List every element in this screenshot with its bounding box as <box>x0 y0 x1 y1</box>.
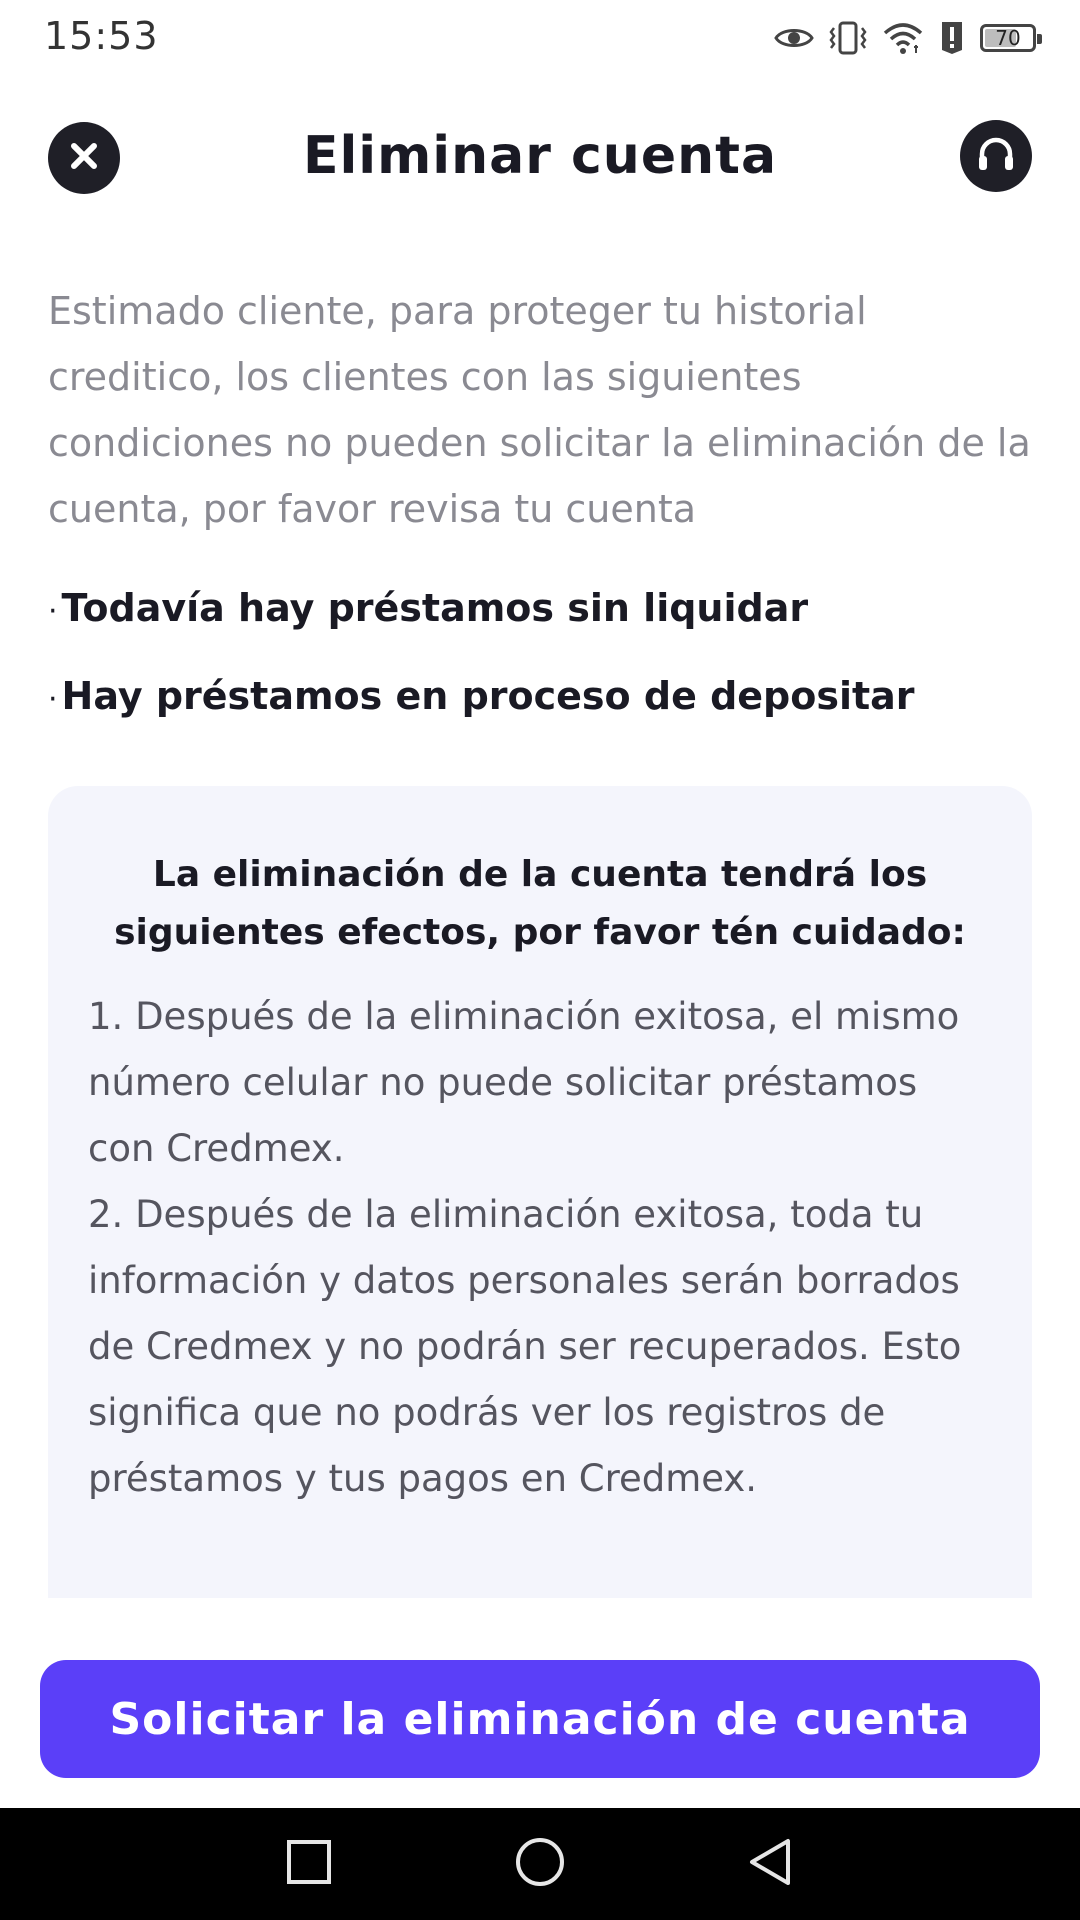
effects-card <box>48 786 1032 1598</box>
condition-item <box>48 664 1038 752</box>
conditions-list <box>48 576 1038 752</box>
back-icon <box>746 1837 796 1891</box>
effect-item: 1. Después de la eliminación exitosa, el mismo número celular no puede solicitar préstamos con Credmex. <box>88 995 960 1170</box>
navigation-bar <box>0 1808 1080 1920</box>
effect-item: 2. Después de la eliminación exitosa, toda tu información y datos personales serán borrados de Credmex y no podrán ser recuperados. Esto significa que no podrás ver los registros de préstamos y tus pagos en Credmex. <box>88 1193 962 1500</box>
status-bar <box>0 0 1080 80</box>
support-button[interactable] <box>960 120 1032 192</box>
effects-list <box>88 984 992 1512</box>
condition-text: Hay préstamos en proceso de depositar <box>61 674 915 718</box>
header <box>0 110 1080 210</box>
condition-item <box>48 576 1038 664</box>
page-title: Eliminar cuenta <box>302 126 778 186</box>
request-deletion-button[interactable]: Solicitar la eliminación de cuenta <box>40 1660 1040 1778</box>
battery-icon <box>980 24 1036 52</box>
status-icons <box>774 16 1036 60</box>
intro-text: Estimado cliente, para proteger tu historial creditico, los clientes con las siguientes condiciones no pueden solicitar la eliminación de la cuenta, por favor revisa tu cuenta <box>48 289 1031 531</box>
condition-text: Todavía hay préstamos sin liquidar <box>61 586 809 630</box>
status-time: 15:53 <box>44 14 159 58</box>
back-button[interactable] <box>743 1836 799 1892</box>
recent-apps-icon <box>285 1838 333 1890</box>
bullet: · <box>48 682 58 717</box>
bullet: · <box>48 594 58 629</box>
headset-icon <box>974 132 1018 180</box>
vibrate-icon <box>828 20 868 56</box>
home-button[interactable] <box>512 1836 568 1892</box>
wifi-icon <box>882 21 924 55</box>
recent-apps-button[interactable] <box>281 1836 337 1892</box>
battery-text: 70 <box>995 26 1021 50</box>
effects-title: La eliminación de la cuenta tendrá los siguientes efectos, por favor tén cuidado: <box>114 854 966 953</box>
eye-icon <box>774 24 814 52</box>
home-icon <box>514 1836 566 1892</box>
alert-icon <box>938 20 966 56</box>
